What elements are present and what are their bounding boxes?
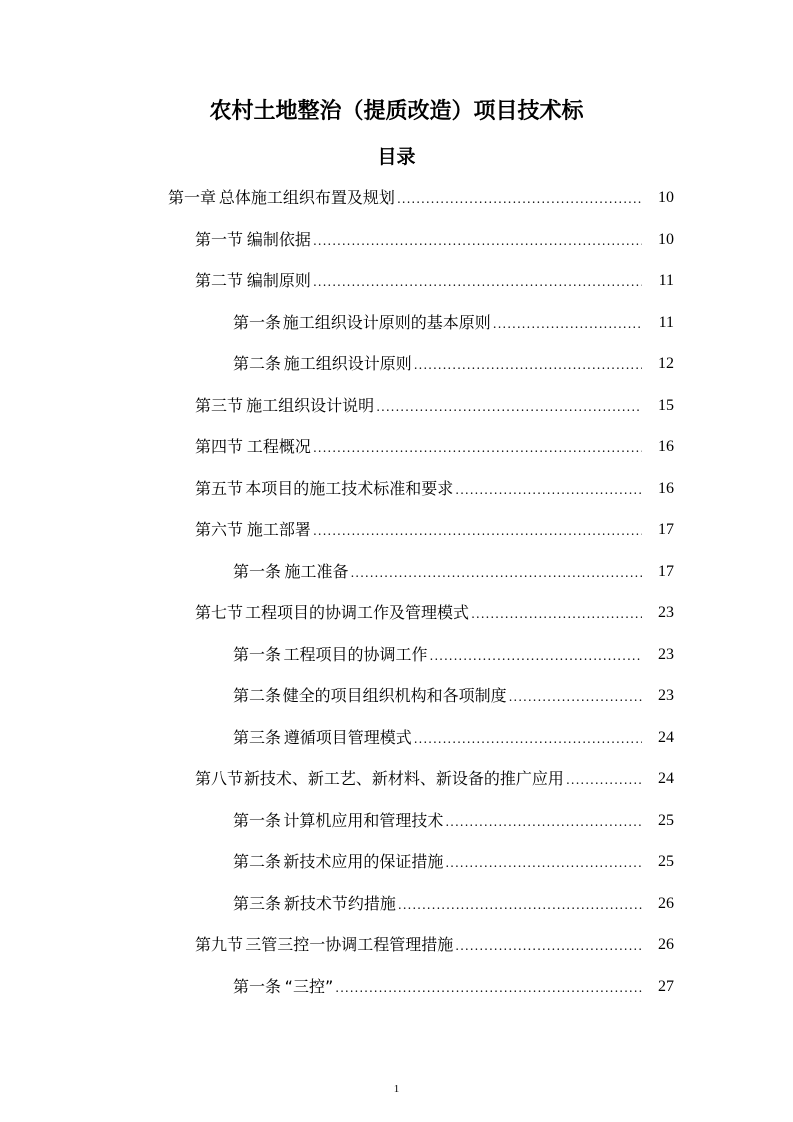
toc-entry-leader-line bbox=[233, 346, 644, 382]
toc-entry-leader-line bbox=[195, 429, 644, 465]
toc-dot-leader bbox=[445, 804, 642, 840]
toc-entry-leader-line bbox=[195, 761, 644, 797]
toc-entry-title: 编制依据 bbox=[246, 229, 311, 249]
toc-entry-title: 工程概况 bbox=[246, 437, 311, 456]
toc-entry-page: 10 bbox=[646, 180, 674, 216]
toc-entry-leader-line bbox=[168, 180, 644, 216]
toc-entry-number: 第六节 bbox=[195, 520, 244, 539]
toc-entry[interactable] bbox=[0, 305, 793, 341]
toc-entry-title: 本项目的施工技术标准和要求 bbox=[245, 478, 454, 498]
toc-dot-leader bbox=[397, 181, 642, 217]
toc-entry-page: 27 bbox=[646, 969, 674, 1005]
toc-dot-leader bbox=[493, 306, 642, 342]
toc-dot-leader bbox=[455, 928, 642, 964]
toc-entry-number: 第二条 bbox=[233, 686, 282, 705]
toc-entry-leader-line bbox=[233, 803, 644, 839]
toc-entry-page: 15 bbox=[646, 388, 674, 424]
toc-entry-title: 工程项目的协调工作 bbox=[283, 644, 428, 664]
toc-entry-number: 第九节 bbox=[195, 935, 244, 954]
toc-entry-number: 第一条 bbox=[233, 810, 282, 830]
toc-dot-leader bbox=[455, 472, 642, 508]
toc-entry-number: 第一条 bbox=[233, 312, 282, 332]
toc-entry-title: 工程项目的协调工作及管理模式 bbox=[245, 603, 470, 622]
toc-entry-page: 23 bbox=[646, 678, 674, 714]
toc-entry-page: 25 bbox=[646, 803, 674, 839]
toc-entry[interactable] bbox=[0, 927, 793, 963]
toc-entry-number: 第七节 bbox=[195, 603, 244, 622]
toc-dot-leader bbox=[509, 679, 642, 715]
toc-entry-page: 26 bbox=[646, 927, 674, 963]
toc-entry-leader-line bbox=[195, 595, 644, 631]
toc-entry[interactable] bbox=[0, 595, 793, 631]
toc-entry-number: 第一节 bbox=[195, 229, 244, 249]
toc-dot-leader bbox=[566, 762, 642, 798]
toc-dot-leader bbox=[313, 223, 642, 259]
toc-entry-title: 施工准备 bbox=[284, 561, 349, 581]
toc-dot-leader bbox=[445, 845, 642, 881]
toc-entry-number: 第二条 bbox=[233, 852, 282, 871]
toc-entry[interactable] bbox=[0, 180, 793, 216]
toc-entry[interactable] bbox=[0, 761, 793, 797]
toc-entry-page: 23 bbox=[646, 595, 674, 631]
toc-entry-title: 计算机应用和管理技术 bbox=[283, 810, 444, 830]
toc-entry-page: 17 bbox=[646, 554, 674, 590]
toc-entry-title: “三控” bbox=[284, 976, 334, 996]
toc-entry-leader-line bbox=[233, 678, 644, 714]
toc-entry-number: 第五节 bbox=[195, 478, 244, 498]
toc-entry-number: 第一条 bbox=[233, 644, 282, 664]
toc-dot-leader bbox=[350, 555, 642, 591]
toc-entry[interactable] bbox=[0, 429, 793, 465]
toc-entry-page: 24 bbox=[646, 761, 674, 797]
toc-entry-leader-line bbox=[233, 969, 644, 1005]
toc-dot-leader bbox=[313, 513, 642, 549]
toc-entry[interactable] bbox=[0, 346, 793, 382]
toc-entry-title: 遵循项目管理模式 bbox=[283, 727, 412, 747]
toc-entry-leader-line bbox=[195, 222, 644, 258]
toc-entry-leader-line bbox=[233, 637, 644, 673]
toc-entry-leader-line bbox=[195, 263, 644, 299]
toc-entry-leader-line bbox=[195, 471, 644, 507]
toc-entry-title: 健全的项目组织机构和各项制度 bbox=[282, 686, 507, 705]
toc-entry-number: 第一章 bbox=[168, 188, 217, 207]
toc-dot-leader bbox=[313, 430, 642, 466]
toc-entry[interactable] bbox=[0, 263, 793, 299]
toc-entry-title: 施工部署 bbox=[246, 520, 311, 539]
toc-dot-leader bbox=[376, 389, 642, 425]
toc-dot-leader bbox=[414, 347, 642, 383]
document-title: 农村土地整治（提质改造）项目技术标 bbox=[209, 99, 584, 124]
toc-entry-number: 第三条 bbox=[233, 893, 282, 913]
toc-entry-number: 第一条 bbox=[233, 976, 282, 996]
toc-entry-title: 新技术应用的保证措施 bbox=[283, 852, 444, 871]
toc-entry[interactable] bbox=[0, 222, 793, 258]
toc-dot-leader bbox=[430, 638, 642, 674]
toc-entry-number: 第八节 bbox=[195, 769, 244, 788]
toc-entry-leader-line bbox=[233, 720, 644, 756]
toc-entry-leader-line bbox=[233, 886, 644, 922]
toc-entry-page: 23 bbox=[646, 637, 674, 673]
toc-entry-page: 25 bbox=[646, 844, 674, 880]
toc-entry-page: 11 bbox=[646, 305, 674, 341]
toc-entry-number: 第一条 bbox=[233, 561, 282, 581]
toc-dot-leader bbox=[313, 264, 642, 300]
toc-dot-leader bbox=[398, 887, 642, 923]
toc-entry-page: 10 bbox=[646, 222, 674, 258]
toc-entry-leader-line bbox=[233, 844, 644, 880]
toc-entry-page: 16 bbox=[646, 429, 674, 465]
toc-entry[interactable] bbox=[0, 512, 793, 548]
toc-entry-title: 施工组织设计说明 bbox=[246, 395, 375, 415]
toc-entry-title: 新技术、新工艺、新材料、新设备的推广应用 bbox=[243, 769, 564, 788]
toc-entry[interactable] bbox=[0, 844, 793, 880]
toc-entry[interactable] bbox=[0, 886, 793, 922]
toc-entry-leader-line bbox=[195, 388, 644, 424]
page-number: 1 bbox=[393, 1083, 400, 1095]
toc-entry-title: 施工组织设计原则的基本原则 bbox=[282, 312, 491, 332]
toc-entry-leader-line bbox=[195, 512, 644, 548]
toc-entry-number: 第二条 bbox=[233, 354, 282, 373]
toc-entry-leader-line bbox=[233, 554, 644, 590]
toc-entry-page: 26 bbox=[646, 886, 674, 922]
toc-entry-page: 12 bbox=[646, 346, 674, 382]
toc-entry-leader-line bbox=[233, 305, 644, 341]
toc-entry-number: 第四节 bbox=[195, 437, 244, 456]
toc-entry-page: 24 bbox=[646, 720, 674, 756]
toc-entry-page: 17 bbox=[646, 512, 674, 548]
toc-entry[interactable] bbox=[0, 678, 793, 714]
toc-entry-page: 11 bbox=[646, 263, 674, 299]
toc-entry[interactable] bbox=[0, 471, 793, 507]
toc-entry-title: 三管三控一协调工程管理措施 bbox=[245, 935, 454, 954]
toc-entry-title: 施工组织设计原则 bbox=[283, 354, 412, 373]
toc-entry-number: 第二节 bbox=[195, 271, 244, 290]
toc-heading: 目录 bbox=[377, 146, 416, 168]
toc-entry[interactable] bbox=[0, 388, 793, 424]
toc-dot-leader bbox=[414, 721, 642, 757]
toc-entry-number: 第三条 bbox=[233, 727, 282, 747]
toc-entry[interactable] bbox=[0, 720, 793, 756]
toc-entry[interactable] bbox=[0, 637, 793, 673]
toc-dot-leader bbox=[335, 970, 642, 1006]
toc-entry-title: 总体施工组织布置及规划 bbox=[218, 188, 395, 207]
toc-entry-title: 新技术节约措施 bbox=[283, 893, 396, 913]
toc-entry-leader-line bbox=[195, 927, 644, 963]
toc-entry[interactable] bbox=[0, 554, 793, 590]
toc-dot-leader bbox=[471, 596, 642, 632]
toc-entry-title: 编制原则 bbox=[246, 271, 311, 290]
toc-entry[interactable] bbox=[0, 969, 793, 1005]
toc-entry-number: 第三节 bbox=[195, 395, 244, 415]
toc-entry-page: 16 bbox=[646, 471, 674, 507]
toc-entry[interactable] bbox=[0, 803, 793, 839]
